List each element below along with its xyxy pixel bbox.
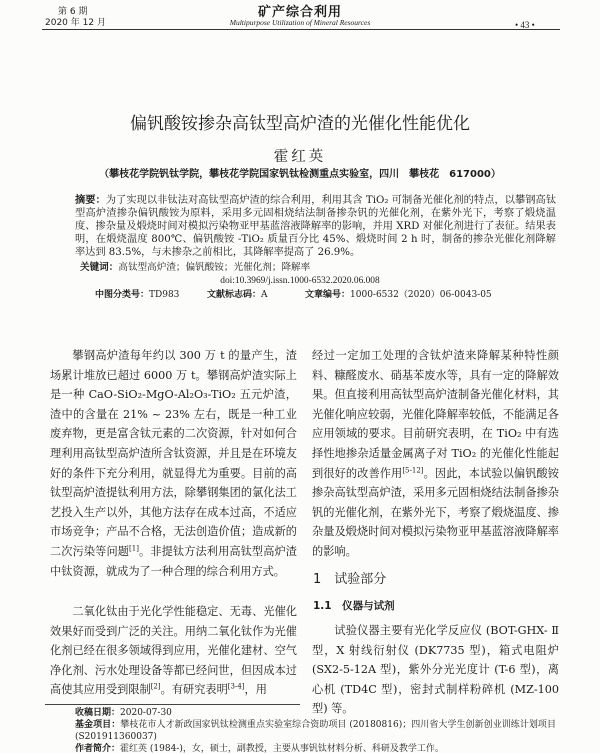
keywords: [80, 262, 310, 274]
clc-value: TD983: [149, 290, 180, 300]
article-number-value: 1000-6532（2020）06-0043-05: [350, 290, 492, 300]
author-bio: [75, 743, 556, 755]
abstract-text: 为了实现以非钛法对高钛型高炉渣的综合利用，利用其含 TiO₂ 可制备光催化剂的特点，以攀钢高钛型高炉渣掺杂偏钒酸铵为原料，采用多元固相烧结法制备掺杂钒的光催化剂，在紫外光下，考察了煅烧温度、掺杂量及煅烧时间对模拟污染物亚甲基蓝溶液降解率的影响，并用 XRD 对催化剂进行了表征。结果表明，在煅烧温度 800℃、偏钒酸铵 -TiO₂ 质量百分比 45%、煅烧时间 2 h 时，制备的掺杂光催化剂降解率达到 83.5%，与未掺杂之前相比，其降解率提高了 26.9%。: [75, 195, 557, 258]
author-bio-label: 作者简介：: [75, 744, 121, 754]
document-code: [207, 289, 268, 301]
author-bio-value: 霍红英 (1984-)，女，硕士，副教授，主要从事钒钛材料分析、科研及教学工作。: [120, 744, 444, 754]
paragraph-text: 二氧化钛由于光化学性能稳定、无毒、光催化效果好而受到广泛的关注。用纳二氧化钛作为光催化剂已经在很多领域得到应用，光催化建材、空气净化剂、污水处理设备等都已经问世，但因成本过高使其应用受到限制: [50, 605, 297, 697]
keywords-text: 高钛型高炉渣；偏钒酸铵；光催化剂；降解率: [118, 262, 311, 273]
issue-date: 2020 年 12 月: [45, 18, 106, 28]
document-code-label: 文献标志码：: [207, 290, 262, 300]
clc-label: 中图分类号：: [95, 290, 150, 300]
body-paragraph-4: 试验仪器主要有光化学反应仪 (BOT-GHX- Ⅱ型，X 射线衍射仪 (DK7735 型)，箱式电阻炉 (SX2-5-12A 型)，紫外分光光度计 (T-6 型)，离心机 (TD4C 型)，密封式制样粉碎机 (MZ-100 型) 等。: [312, 624, 559, 716]
abstract: [75, 194, 556, 260]
received-date: [75, 707, 556, 719]
footnotes: [75, 707, 556, 753]
article-number: [305, 289, 492, 301]
received-label: 收稿日期：: [75, 708, 121, 718]
body-paragraph-3: [312, 346, 559, 564]
received-value: 2020-07-30: [120, 708, 172, 718]
article-author: 霍红英: [273, 149, 327, 165]
article-title: 偏钒酸铵掺杂高钛型高炉渣的光催化性能优化: [130, 114, 470, 134]
article-number-label: 文章编号：: [305, 290, 351, 300]
body-paragraph-1: [50, 346, 297, 601]
citation: [3-4]: [227, 682, 245, 691]
body-paragraph-2: [50, 602, 297, 701]
abstract-label: 摘要：: [75, 195, 106, 206]
citation: [1]: [129, 544, 139, 553]
paragraph-text: 。有研究表明: [160, 683, 228, 697]
funding: [75, 719, 556, 743]
header-divider: [42, 29, 560, 30]
citation: [2]: [150, 682, 161, 691]
paragraph-text: ，用: [244, 683, 267, 697]
page-number: • 43 •: [515, 20, 535, 30]
paragraph-text: 经过一定加工处理的含钛炉渣来降解某种特性颜料、糠醛废水、硝基苯废水等，具有一定的降解效果。但直接利用高钛型高炉渣制备光催化材料，其光催化响应较弱，光催化降解率较低，不能满足各应用领域的要求。目前研究表明，在 TiO₂ 中有选择性地掺杂适量金属离子对 TiO₂ 的光催化性能起到很好的改善作用: [312, 349, 559, 480]
document-code-value: A: [261, 290, 268, 300]
funding-value: 攀枝花市人才新政国家钒钛检测重点实验室综合资助项目 (20180816)；四川省大学生创新创业训练计划项目 (S201911360037): [75, 720, 556, 742]
clc-number: [95, 289, 179, 301]
subsection-heading: 1.1 仪器与试剂: [313, 600, 395, 612]
journal-title: 矿产综合利用: [257, 5, 342, 20]
author-affiliation: （攀枝花学院钒钛学院，攀枝花学院国家钒钛检测重点实验室，四川 攀枝花 617000）: [99, 169, 501, 180]
paragraph-text: 。因此，本试验以偏钒酸铵掺杂高钛型高炉渣，采用多元固相烧结法制备掺杂钒的光催化剂，在紫外光下，考察了煅烧温度、掺杂量及煅烧时间对模拟污染物亚甲基蓝溶液降解率的影响。: [312, 466, 559, 558]
journal-subtitle: Multipurpose Utilization of Mineral Resources: [229, 18, 371, 27]
footnote-divider: [45, 704, 300, 705]
paragraph-text: 。非提钛方法利用高钛型高炉渣中钛资源，就成为了一种合理的综合利用方式。: [50, 544, 297, 578]
funding-label: 基金项目：: [75, 720, 121, 730]
doi: doi:10.3969/j.issn.1000-6532.2020.06.008: [220, 276, 380, 286]
section-heading: 1 试验部分: [313, 572, 387, 587]
issue-number: 第 6 期: [58, 7, 88, 17]
keywords-label: 关键词：: [80, 262, 119, 273]
paragraph-text: 攀钢高炉渣每年约以 300 万 t 的量产生，渣场累计堆放已超过 6000 万 t。攀钢高炉渣实际上是一种 CaO-SiO₂-MgO-Al₂O₃-TiO₂ 五元炉渣，渣中的含量在 21% ~ 23% 左右，既是一种工业废弃物，更是富含钛元素的二次资源，针对如何合理利用高钛型高炉渣所含钛资源，并且是在环境友好的条件下充分利用，就显得尤为重要。目前的高钛型高炉渣提钛利用方法，除攀钢集团的氯化法工艺投入生产以外，其他方法存在成本过高，不适应市场竞争；产品不合格，无法创造价值；造成新的二次污染等问题: [50, 349, 297, 558]
citation: [5-12]: [402, 465, 424, 474]
